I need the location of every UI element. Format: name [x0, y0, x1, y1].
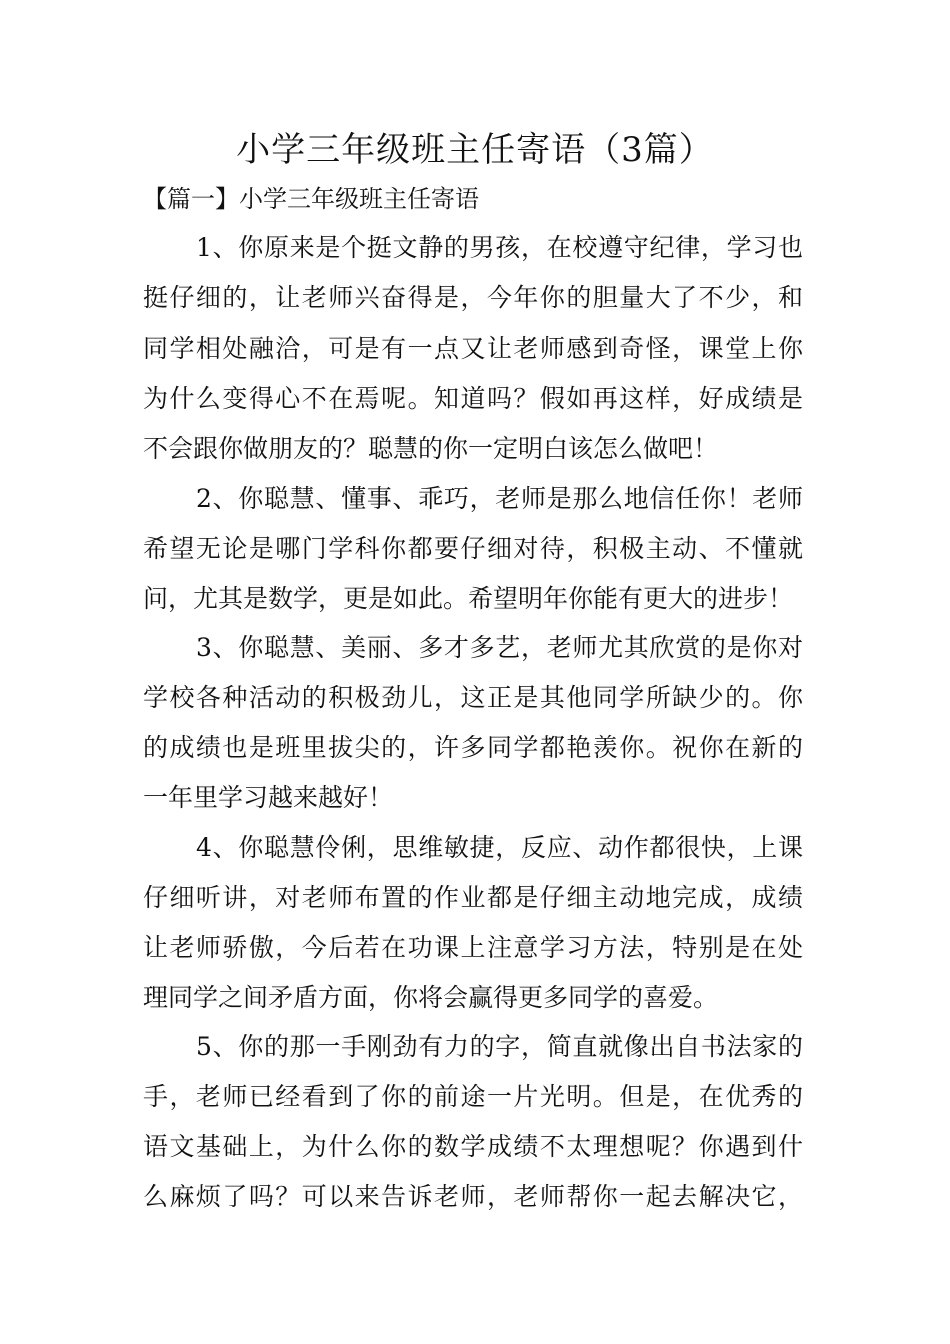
paragraph-3-line-2: 学校各种活动的积极劲儿，这正是其他同学所缺少的。你: [143, 683, 803, 712]
paragraph-5-line-2: 手，老师已经看到了你的前途一片光明。但是，在优秀的: [143, 1082, 803, 1111]
paragraph-2-line-1: 2、你聪慧、懂事、乖巧，老师是那么地信任你！老师: [196, 484, 803, 513]
paragraph-3-line-4: 一年里学习越来越好！: [143, 783, 394, 812]
paragraph-5-line-4: 么麻烦了吗？可以来告诉老师，老师帮你一起去解决它，: [143, 1182, 803, 1211]
paragraph-5-line-3: 语文基础上，为什么你的数学成绩不太理想呢？你遇到什: [143, 1132, 803, 1161]
paragraph-4-line-3: 让老师骄傲，今后若在功课上注意学习方法，特别是在处: [143, 933, 803, 962]
document-title: 小学三年级班主任寄语（3篇）: [236, 130, 714, 170]
paragraph-1-line-5: 不会跟你做朋友的？聪慧的你一定明白该怎么做吧！: [143, 434, 719, 463]
paragraph-1-line-3: 同学相处融洽，可是有一点又让老师感到奇怪，课堂上你: [143, 334, 803, 363]
paragraph-3-line-1: 3、你聪慧、美丽、多才多艺，老师尤其欣赏的是你对: [196, 633, 803, 662]
paragraph-1-line-4: 为什么变得心不在焉呢。知道吗？假如再这样，好成绩是: [143, 384, 803, 413]
paragraph-5-line-1: 5、你的那一手刚劲有力的字，简直就像出自书法家的: [196, 1032, 803, 1061]
paragraph-4-line-4: 理同学之间矛盾方面，你将会赢得更多同学的喜爱。: [143, 983, 719, 1012]
paragraph-3-line-3: 的成绩也是班里拔尖的，许多同学都艳羡你。祝你在新的: [143, 733, 803, 762]
paragraph-4-line-1: 4、你聪慧伶俐，思维敏捷，反应、动作都很快，上课: [196, 833, 803, 862]
paragraph-1-line-2: 挺仔细的，让老师兴奋得是，今年你的胆量大了不少，和: [143, 283, 803, 312]
paragraph-2-line-3: 问，尤其是数学，更是如此。希望明年你能有更大的进步！: [143, 584, 794, 613]
section-heading: 【篇一】小学三年级班主任寄语: [143, 185, 479, 213]
paragraph-4-line-2: 仔细听讲，对老师布置的作业都是仔细主动地完成，成绩: [143, 883, 803, 912]
paragraph-1-line-1: 1、你原来是个挺文静的男孩，在校遵守纪律，学习也: [196, 233, 803, 262]
paragraph-2-line-2: 希望无论是哪门学科你都要仔细对待，积极主动、不懂就: [143, 534, 803, 563]
